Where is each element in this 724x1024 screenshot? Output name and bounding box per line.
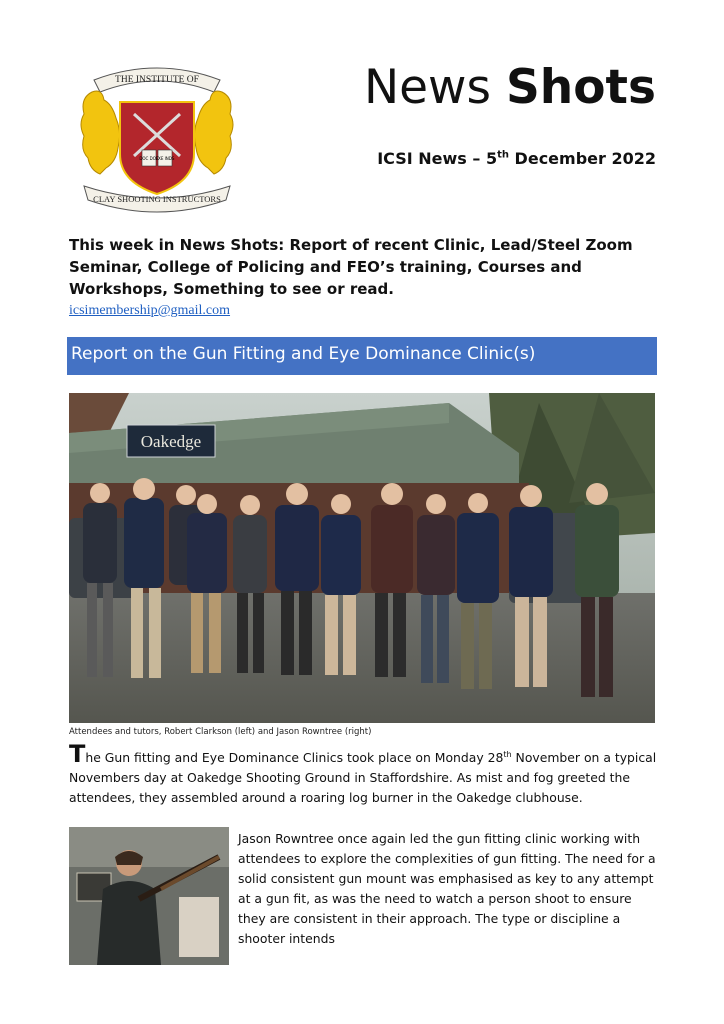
- crest-book-left: DOC DOC: [139, 156, 159, 161]
- icsi-crest-logo: [76, 58, 238, 216]
- section-banner: [67, 337, 657, 375]
- drop-cap: T: [69, 740, 86, 768]
- group-photo-illustration: [69, 393, 655, 723]
- title-news: News: [363, 60, 491, 115]
- intro-summary: This week in News Shots: Report of recent Clinic, Lead/Steel Zoom Seminar, College of Policing and FEO’s training, Courses and Workshops, Something to see or read.: [69, 236, 633, 298]
- newsletter-title: [330, 60, 656, 116]
- building-sign: Oakedge: [140, 432, 202, 451]
- article-paragraph-1: [69, 740, 659, 808]
- issue-prefix: ICSI News – 5: [377, 149, 498, 168]
- masthead: [330, 60, 656, 116]
- p1-part1: he Gun fitting and Eye Dominance Clinics took place on Monday 28: [85, 750, 504, 765]
- title-shots: Shots: [505, 60, 656, 115]
- issue-sup: th: [497, 149, 509, 161]
- p1-sup: th: [503, 749, 512, 759]
- photo-caption: Attendees and tutors, Robert Clarkson (left) and Jason Rowntree (right): [69, 727, 372, 737]
- article-paragraph-2: Jason Rowntree once again led the gun fitting clinic working with attendees to explore the complexities of gun fitting. The need for a solid consistent gun mount was emphasised as key to any attempt at a gun fit, as was the need to watch a person shoot to ensure they are consistent in their approach. The type or discipline a shooter intends: [238, 831, 656, 946]
- issue-date: [330, 148, 656, 170]
- gun-fitting-photo: [69, 827, 229, 965]
- email-link[interactable]: icsimembership@gmail.com: [69, 303, 231, 318]
- group-photo: [69, 393, 655, 723]
- crest-bottom-text: CLAY SHOOTING INSTRUCTORS: [93, 194, 221, 204]
- issue-suffix: December 2022: [508, 149, 656, 168]
- crest-book-right: EXE INDS: [155, 156, 175, 161]
- crest-top-text: THE INSTITUTE OF: [115, 75, 199, 85]
- section-heading: Report on the Gun Fitting and Eye Dominance Clinic(s): [71, 344, 536, 364]
- gun-fitting-illustration: [69, 827, 229, 965]
- p1-part2: November on a typical Novembers day at Oakedge Shooting Ground in Staffordshire. As mist and fog greeted the attendees, they assembled around a roaring log burner in the Oakedge clubhouse.: [69, 750, 657, 805]
